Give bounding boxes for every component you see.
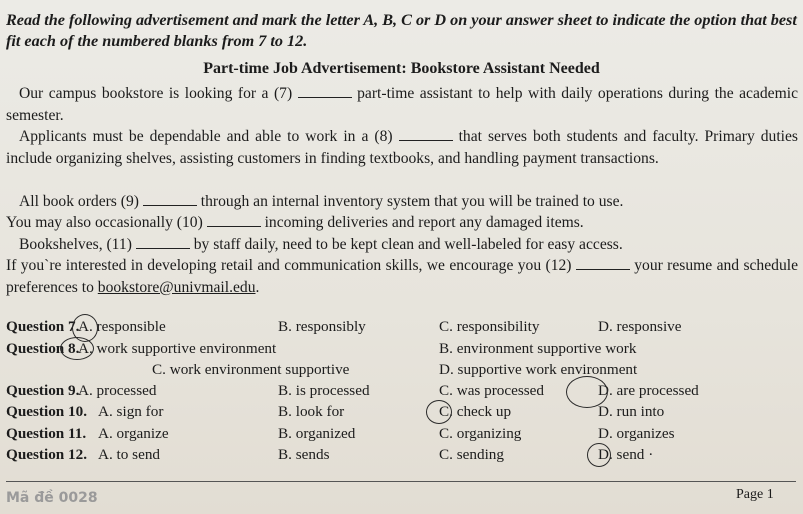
question-label: Question 10. bbox=[6, 403, 88, 420]
option-d[interactable]: D. send · bbox=[598, 446, 654, 463]
paragraph-6 bbox=[6, 255, 798, 298]
option-b[interactable]: B. sends bbox=[278, 446, 330, 463]
blank-9 bbox=[143, 193, 197, 206]
question-label: Question 7. bbox=[6, 318, 80, 335]
text: If you`re interested in developing retail and communication skills, we encourage you (12) bbox=[6, 257, 576, 274]
question-label: Question 12. bbox=[6, 446, 88, 463]
question-10 bbox=[6, 403, 798, 425]
paragraph-2 bbox=[6, 126, 798, 169]
option-b[interactable]: B. is processed bbox=[278, 382, 370, 399]
option-c[interactable]: C. responsibility bbox=[439, 318, 540, 335]
text: your resume and schedule preferences to bbox=[6, 257, 799, 296]
exam-code: Mã đề 0028 bbox=[6, 490, 98, 506]
option-d[interactable]: D. run into bbox=[598, 403, 665, 420]
option-b[interactable]: B. look for bbox=[278, 403, 345, 420]
question-12 bbox=[6, 446, 798, 468]
option-d[interactable]: D. organizes bbox=[598, 425, 675, 442]
blank-7 bbox=[298, 85, 352, 98]
answer-circle-mark bbox=[60, 337, 94, 360]
text: . bbox=[255, 278, 260, 296]
text: part-time assistant to help with daily operations during the academic semester. bbox=[6, 85, 798, 124]
advertisement-title: Part-time Job Advertisement: Bookstore Assistant Needed bbox=[203, 60, 600, 77]
text: through an internal inventory system that you will be trained to use. bbox=[196, 193, 624, 210]
option-c[interactable]: C. sending bbox=[439, 446, 504, 463]
text: by staff daily, need to be kept clean and well-labeled for easy access. bbox=[189, 236, 623, 253]
option-a[interactable]: A. to send bbox=[98, 446, 161, 463]
text: incoming deliveries and report any damaged items. bbox=[260, 214, 584, 231]
option-c[interactable]: C. work environment supportive bbox=[152, 361, 350, 378]
question-7 bbox=[6, 318, 798, 340]
option-c[interactable]: C. organizing bbox=[439, 425, 522, 442]
text: Our campus bookstore is looking for a (7) bbox=[19, 85, 298, 102]
footer-divider bbox=[6, 481, 796, 482]
option-b[interactable]: B. organized bbox=[278, 425, 356, 442]
option-d[interactable]: D. are processed bbox=[598, 382, 699, 399]
instruction-text: Read the following advertisement and mark the letter A, B, C or D on your answer sheet to indicate the option that best fit each of the numbered blanks from 7 to 12. bbox=[6, 11, 797, 50]
option-a[interactable]: A. organize bbox=[98, 425, 169, 442]
option-a[interactable]: A. responsible bbox=[78, 318, 166, 335]
option-a[interactable]: A. processed bbox=[78, 382, 157, 399]
blank-8 bbox=[399, 128, 453, 141]
text: All book orders (9) bbox=[19, 193, 143, 210]
question-11 bbox=[6, 425, 798, 447]
question-label: Question 8. bbox=[6, 340, 80, 357]
question-8-row-2 bbox=[6, 361, 798, 383]
option-d[interactable]: D. responsive bbox=[598, 318, 682, 335]
option-a[interactable]: A. work supportive environment bbox=[78, 340, 277, 357]
paragraph-1 bbox=[6, 83, 798, 126]
paragraph-3 bbox=[6, 191, 798, 213]
paragraph-5 bbox=[6, 234, 798, 256]
blank-10 bbox=[207, 214, 261, 227]
text: Applicants must be dependable and able to work in a (8) bbox=[19, 128, 399, 145]
question-label: Question 9. bbox=[6, 382, 80, 399]
paragraph-4 bbox=[6, 212, 798, 234]
option-c[interactable]: C. was processed bbox=[439, 382, 545, 399]
blank-11 bbox=[136, 236, 190, 249]
text: You may also occasionally (10) bbox=[6, 214, 207, 231]
option-d[interactable]: D. supportive work environment bbox=[439, 361, 638, 378]
option-c[interactable]: C. check up bbox=[439, 403, 512, 420]
question-label: Question 11. bbox=[6, 425, 87, 442]
question-9 bbox=[6, 382, 798, 404]
answer-circle-mark bbox=[587, 443, 611, 467]
option-b[interactable]: B. responsibly bbox=[278, 318, 366, 335]
email-link[interactable]: bookstore@univmail.edu bbox=[97, 278, 256, 296]
text: Bookshelves, (11) bbox=[19, 236, 136, 253]
answer-circle-mark bbox=[566, 376, 608, 408]
blank-12 bbox=[576, 257, 630, 270]
question-8 bbox=[6, 340, 798, 362]
answer-circle-mark bbox=[426, 400, 452, 424]
text: that serves both students and faculty. Primary duties include organizing shelves, assisting customers in finding textbooks, and handling payment transactions. bbox=[6, 128, 798, 167]
option-a[interactable]: A. sign for bbox=[98, 403, 164, 420]
option-b[interactable]: B. environment supportive work bbox=[439, 340, 637, 357]
page-number: Page 1 bbox=[736, 487, 774, 502]
